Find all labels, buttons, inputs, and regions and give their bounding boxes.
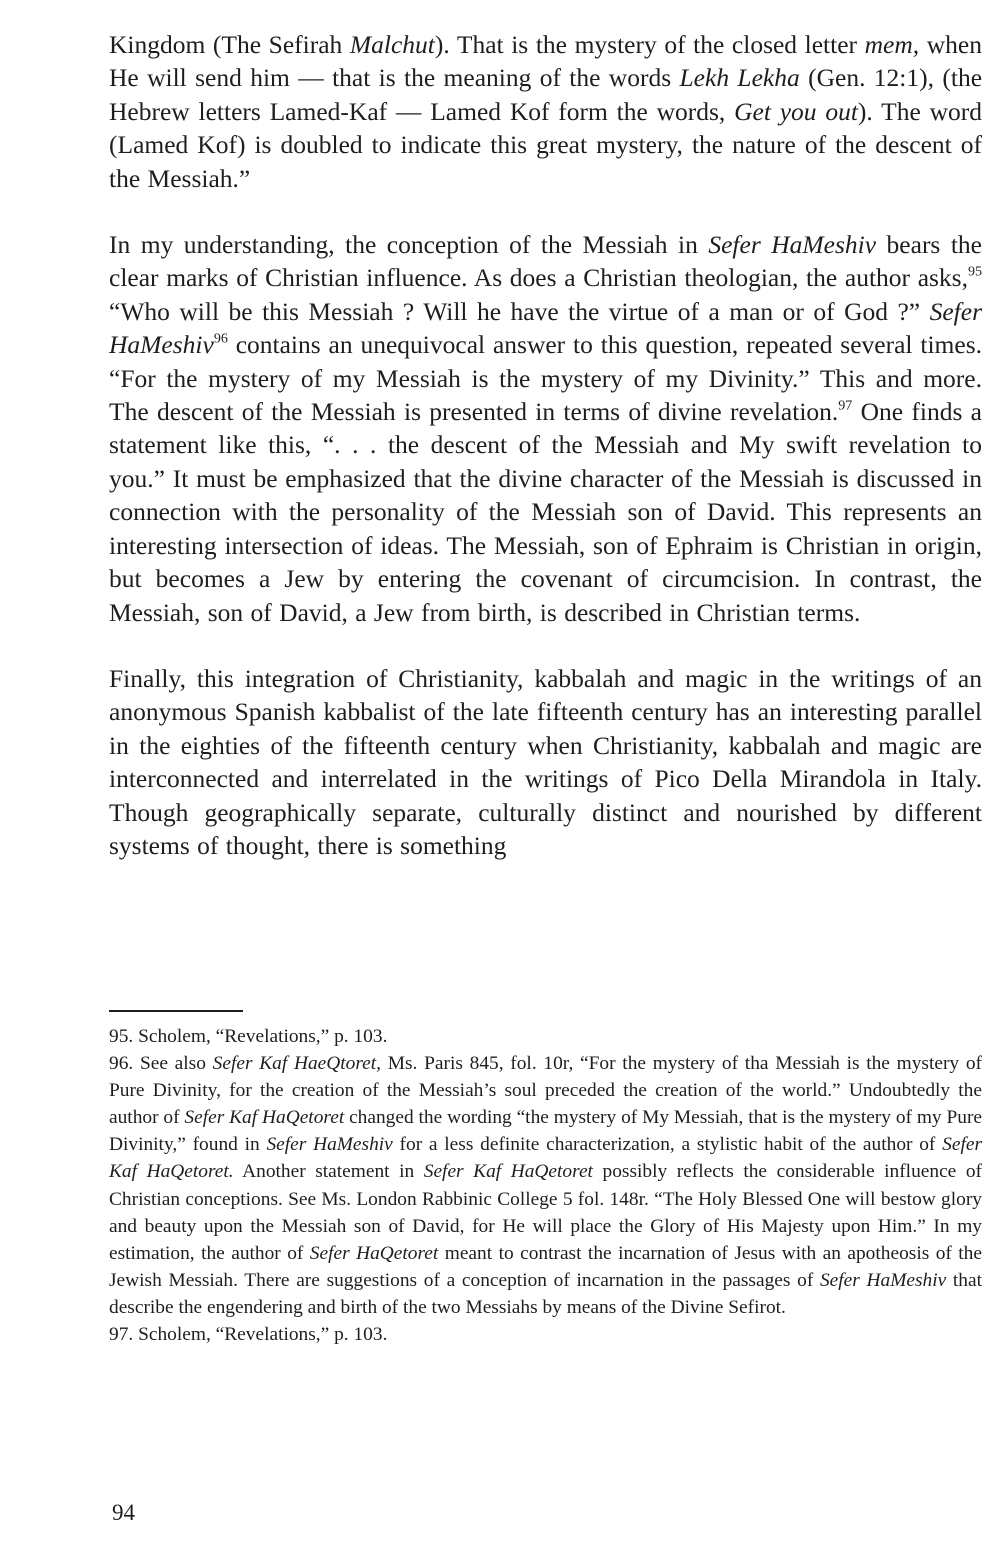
text-run: One finds a statement like this, “. . . the descent of the Messiah and My swift revelation to you.” It must be emphasized that the divine character of the Messiah is discussed in connection with the personality of the Messiah son of David. This represents an interesting intersection of ideas. The Messiah, son of Ephraim is Christian in origin, but becomes a Jew by entering the covenant of circumcision. In contrast, the Messiah, son of David, a Jew from birth, is described in Christian terms. [109, 397, 982, 627]
text-run: for a less definite characterization, a stylistic habit of the author of [392, 1134, 943, 1156]
text-run: Another statement in [233, 1161, 424, 1183]
italic-run: Sefer Kaf HaQetoret [423, 1161, 593, 1183]
italic-run: Lekh Lekha [679, 63, 800, 93]
italic-run: Sefer HaMeshiv [266, 1134, 393, 1156]
text-run: contains an unequivocal answer to this question, repeated several times. “For the mystery of my Messiah is the mystery of my Divinity.” This and more. The descent of the Messiah is presented in terms of divine revelation. [109, 330, 982, 427]
paragraph [109, 28, 982, 195]
text-run: bears the clear marks of Christian influence. As does a Christian theologian, the author asks, [109, 230, 983, 293]
text-run: possibly reflects the considerable influence of Christian conceptions. See Ms. London Rabbinic College 5 fol. 148r. “The Holy Blessed One will bestow glory and beauty upon the Messiah son of David, for He will place the Glory of His Majesty upon Him.” In my estimation, the author of [109, 1161, 982, 1264]
italic-run: Sefer Kaf HaeQtoret, [212, 1053, 382, 1075]
italic-run: Sefer HaQetoret [309, 1242, 439, 1264]
text-run: (Gen. 12:1), (the Hebrew letters Lamed-Kaf — Lamed Kof form the words, [109, 63, 983, 126]
footnote [109, 1023, 982, 1050]
text-run: ). That is the mystery of the closed letter [434, 30, 865, 59]
text-run: changed the wording “the mystery of My Messiah, that is the mystery of my Pure Divinity,” found in [109, 1107, 983, 1156]
page-number: 94 [112, 1500, 135, 1525]
text-run: 95. Scholem, “Revelations,” p. 103. [109, 1026, 388, 1047]
footnote-marker: 97 [838, 398, 853, 414]
text-run: In my understanding, the conception of the Messiah in [109, 230, 709, 260]
paragraph [109, 662, 982, 862]
text-run: 97. Scholem, “Revelations,” p. 103. [109, 1324, 388, 1346]
text-run: Ms. Paris 845, fol. 10r, “For the mystery of tha Messiah is the mystery of Pure Divinity, for the creation of the Messiah’s soul preceded the creation of the world.” Undoubtedly the author of [109, 1053, 982, 1129]
footnote-marker: 96 [213, 331, 228, 347]
italic-run: mem, [864, 30, 920, 59]
footnote [109, 1050, 982, 1321]
footnote-rule [109, 1010, 243, 1012]
footnote-marker: 95 [967, 264, 982, 280]
text-run: Kingdom (The Sefirah [109, 30, 350, 59]
italic-run: Sefer Kaf HaQetoret. [109, 1134, 983, 1183]
footnotes [109, 1023, 982, 1348]
italic-run: Sefer Kaf HaQetoret [184, 1107, 345, 1129]
text-run: ). The word (Lamed Kof) is doubled to indicate this great mystery, the nature of the descent of the Messiah.” [109, 96, 982, 193]
text-run: that describe the engendering and birth of the two Messiahs by means of the Divine Sefirot. [109, 1269, 982, 1318]
italic-run: Malchut [349, 30, 435, 59]
text-run: 96. See also [109, 1053, 213, 1075]
text-run: meant to contrast the incarnation of Jesus with an apotheosis of the Jewish Messiah. There are suggestions of a conception of incarnation in the passages of [109, 1242, 982, 1291]
italic-run: Sefer HaMeshiv [819, 1269, 947, 1291]
paragraph [109, 228, 982, 629]
main-text [109, 28, 982, 862]
footnote [109, 1321, 982, 1348]
italic-run: Sefer HaMeshiv [109, 296, 982, 360]
italic-run: Sefer HaMeshiv [708, 230, 877, 260]
italic-run: Get you out [734, 96, 858, 126]
text-run: Finally, this integration of Christianity, kabbalah and magic in the writings of an anonymous Spanish kabbalist of the late fifteenth century has an interesting parallel in the eighties of the fifteenth century when Christianity, kabbalah and magic are interconnected and interrelated in the writings of Pico Della Mirandola in Italy. Though geographically separate, culturally distinct and nourished by different systems of thought, there is something [109, 663, 982, 860]
text-run: when He will send him — that is the meaning of the words [109, 30, 983, 93]
text-run: “Who will be this Messiah ? Will he have the virtue of a man or of God ?” [109, 296, 930, 326]
